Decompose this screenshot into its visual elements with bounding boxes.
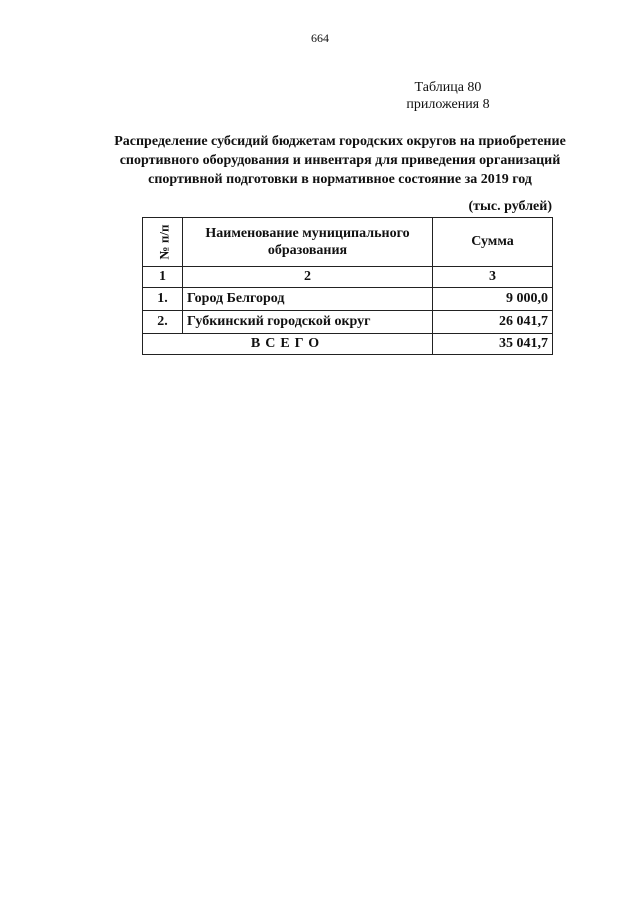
- row-number: 2.: [143, 311, 183, 334]
- row-name: Губкинский городской округ: [183, 311, 433, 334]
- index-cell: 1: [143, 267, 183, 288]
- title-line2: спортивного оборудования и инвентаря для приведения организаций: [119, 153, 561, 168]
- title-line1: Распределение субсидий бюджетам городских округов на приобретение: [114, 134, 566, 149]
- row-amount: 9 000,0: [433, 288, 553, 311]
- table-row: [143, 288, 553, 311]
- index-cell: 3: [433, 267, 553, 288]
- title-line3: спортивной подготовки в нормативное состояние за 2019 год: [148, 172, 532, 187]
- header-name-line1: Наименование муниципального: [205, 226, 410, 241]
- header-name-line2: образования: [267, 243, 348, 258]
- header-number: [143, 218, 183, 267]
- table-ref-line1: Таблица 80: [414, 80, 482, 95]
- subsidy-table: [142, 217, 553, 355]
- table-row: [143, 311, 553, 334]
- header-number-label: № п/п: [156, 224, 172, 259]
- document-title: [80, 132, 600, 189]
- column-index-row: [143, 267, 553, 288]
- row-name: Город Белгород: [183, 288, 433, 311]
- total-row: [143, 334, 553, 355]
- table-ref-line2: приложения 8: [406, 97, 490, 112]
- table-header-row: [143, 218, 553, 267]
- total-label: ВСЕГО: [143, 334, 433, 355]
- index-cell: 2: [183, 267, 433, 288]
- total-amount: 35 041,7: [433, 334, 553, 355]
- header-sum: Сумма: [433, 218, 553, 267]
- table-reference: [388, 79, 508, 113]
- row-amount: 26 041,7: [433, 311, 553, 334]
- header-name: [183, 218, 433, 267]
- row-number: 1.: [143, 288, 183, 311]
- units-label: (тыс. рублей): [468, 199, 552, 214]
- page-number: 664: [311, 31, 329, 45]
